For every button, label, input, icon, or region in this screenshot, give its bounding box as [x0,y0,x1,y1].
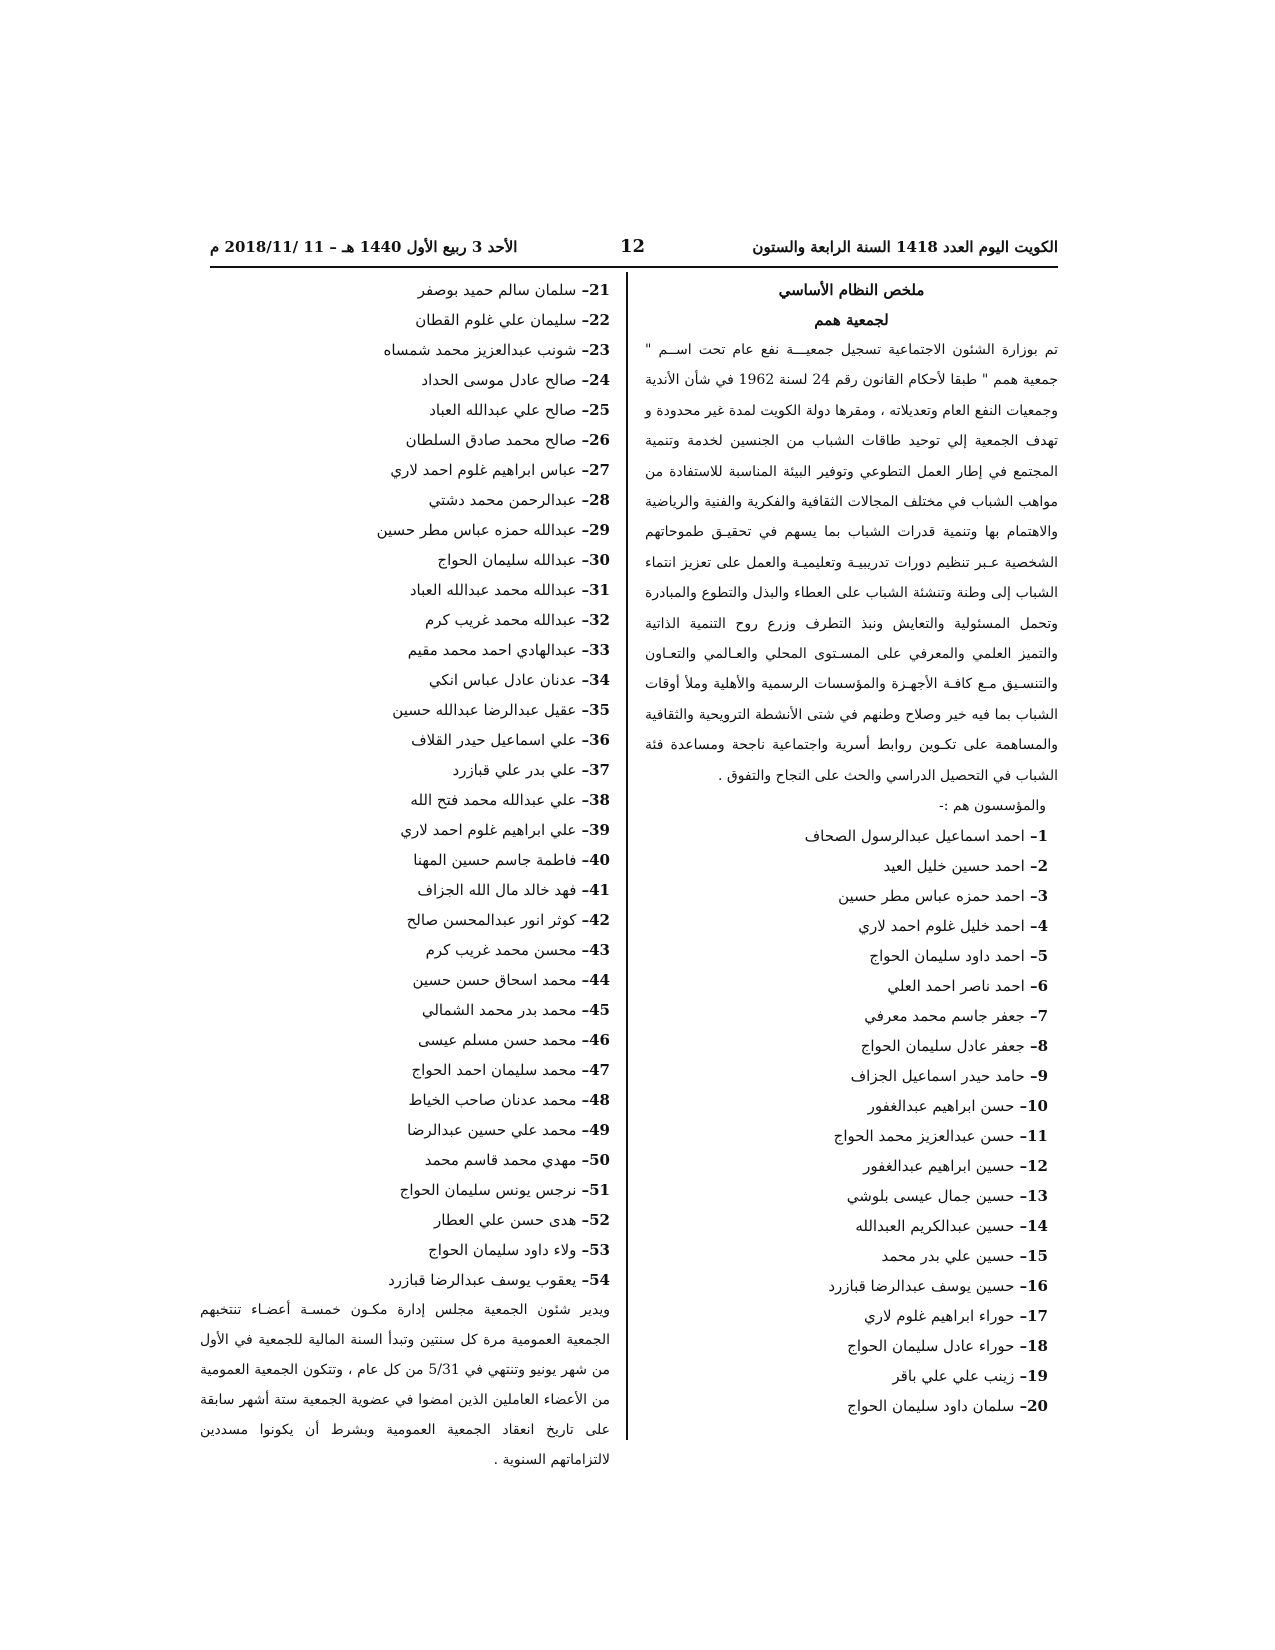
list-item: 19– زينب علي علي باقر [892,1367,1048,1386]
list-item: 3– احمد حمزه عباس مطر حسين [838,887,1048,906]
newspaper-issue-info: الكويت اليوم العدد 1418 السنة الرابعة والستون [752,238,1058,256]
list-item: 11– حسن عبدالعزيز محمد الحواج [833,1127,1048,1146]
list-item: 47– محمد سليمان احمد الحواج [411,1061,610,1079]
list-item: 40– فاطمة جاسم حسين المهنا [413,851,610,869]
list-item: 10– حسن ابراهيم عبدالغفور [867,1097,1048,1116]
list-item: 48– محمد عدنان صاحب الخياط [408,1091,610,1109]
list-item: 15– حسين علي بدر محمد [881,1247,1048,1266]
list-item: 39– علي ابراهيم غلوم احمد لاري [400,821,610,839]
list-item: 28– عبدالرحمن محمد دشتي [428,491,610,509]
list-item: 16– حسين يوسف عبدالرضا قبازرد [828,1277,1048,1296]
list-item: 36– علي اسماعيل حيدر القلاف [411,731,610,749]
list-item: 5– احمد داود سليمان الحواج [869,947,1048,966]
list-item: 21– سلمان سالم حميد بوصفر [417,281,610,299]
summary-paragraph: تم بوزارة الشئون الاجتماعية تسجيل جمعيـــة نفع عام تحت اســم " جمعية همم " طبقا لأحكام القانون رقم 24 لسنة 1962 في شأن الأندية وجمعيات النفع العام وتعديلاته ، ومقرها دولة الكويت لمدة غير محدودة و تهدف الجمعية إلي توحيد طاقات الشباب من الجنسين لخدمة وتنمية المجتمع في إطار العمل التطوعي وتوفير البيئة المناسبة للاستفادة من مواهب الشباب في مختلف المجالات الثقافية والفكرية والفنية والرياضية والاهتمام بها وتنمية قدرات الشباب بما يسهم في تحقيـق طموحاتهم الشخصية عـبر تنظيم دورات تدريبيـة وتعليميـة والعمل على تعزيز انتماء الشباب إلى وطنة وتنشئة الشباب على العطاء والبذل والتطوع والمبادرة وتحمل المسئولية والتعايش ونبذ التطرف وزرع روح التنمية الذاتية والتميز العلمي والمعرفي على المسـتوى المحلي والعـالمي والتعـاون والتنسـيق مـع كافـة الأجهـزة والمؤسسات الرسمية والأهلية وملأ أوقات الشباب بما فيه خير وصلاح وطنهم في شتى الأنشطة الترويحية والثقافية والمساهمة على تكـوين روابط أسرية واجتماعية ناجحة ومساعدة فئة الشباب في التحصيل الدراسي والحث على النجاح والتفوق . [645,342,1058,784]
list-item: 25– صالح علي عبدالله العباد [429,401,610,419]
list-item: 14– حسين عبدالكريم العبدالله [855,1217,1048,1236]
association-name: لجمعية همم [814,311,889,329]
issue-date: الأحد 3 ربيع الأول 1440 هـ – 11 /2018/11 م [210,238,518,256]
list-item: 32– عبدالله محمد غريب كرم [424,611,610,629]
left-column [200,275,610,1475]
list-item: 13– حسين جمال عيسى بلوشي [846,1187,1048,1206]
founders-list-left [200,275,610,1295]
list-item: 17– حوراء ابراهيم غلوم لاري [864,1307,1048,1326]
list-item: 34– عدنان عادل عباس انكي [428,671,610,689]
list-item: 27– عباس ابراهيم غلوم احمد لاري [390,461,610,479]
list-item: 45– محمد بدر محمد الشمالي [421,1001,610,1019]
list-item: 42– كوثر انور عبدالمحسن صالح [406,911,610,929]
page-header [210,238,1058,264]
list-item: 46– محمد حسن مسلم عيسى [418,1031,610,1049]
list-item: 12– حسين ابراهيم عبدالغفور [863,1157,1048,1176]
list-item: 18– حوراء عادل سليمان الحواج [847,1337,1048,1356]
founders-list-right [645,821,1058,1421]
list-item: 8– جعفر عادل سليمان الحواج [860,1037,1048,1056]
list-item: 50– مهدي محمد قاسم محمد [424,1151,610,1169]
list-item: 23– شونب عبدالعزيز محمد شمساه [383,341,610,359]
list-item: 22– سليمان علي غلوم القطان [415,311,610,329]
list-item: 37– علي بدر علي قبازرد [452,761,610,779]
list-item: 54– يعقوب يوسف عبدالرضا قبازرد [388,1271,610,1289]
header-rule [210,266,1058,268]
board-paragraph: ويدير شئون الجمعية مجلس إدارة مكـون خمسـة أعضـاء تنتخبهم الجمعية العمومية مرة كل سنتين وتبدأ السنة المالية للجمعية في الأول من شهر يونيو وتنتهي في 5/31 من كل عام ، وتتكون الجمعية العمومية من الأعضاء العاملين الذين امضوا في عضوية الجمعية ستة أشهر سابقة على تاريخ انعقاد الجمعية العمومية وبشرط أن يكونوا مسددين لالتزاماتهم السنوية . [200,1302,611,1468]
list-item: 33– عبدالهادي احمد محمد مقيم [407,641,610,659]
list-item: 20– سلمان داود سليمان الحواج [847,1397,1048,1416]
list-item: 4– احمد خليل غلوم احمد لاري [858,917,1048,936]
list-item: 41– فهد خالد مال الله الجزاف [417,881,610,899]
column-divider [626,272,628,1440]
list-item: 29– عبدالله حمزه عباس مطر حسين [376,521,610,539]
list-item: 9– حامد حيدر اسماعيل الجزاف [850,1067,1048,1086]
founders-intro: والمؤسسون هم :- [938,798,1046,815]
list-item: 1– احمد اسماعيل عبدالرسول الصحاف [804,827,1048,846]
right-column [645,275,1058,1421]
list-item: 43– محسن محمد غريب كرم [425,941,610,959]
list-item: 35– عقيل عبدالرضا عبدالله حسين [392,701,610,719]
list-item: 51– نرجس يونس سليمان الحواج [399,1181,610,1199]
list-item: 53– ولاء داود سليمان الحواج [428,1241,610,1259]
list-item: 6– احمد ناصر احمد العلي [887,977,1048,996]
list-item: 44– محمد اسحاق حسن حسين [412,971,610,989]
list-item: 38– علي عبدالله محمد فتح الله [410,791,610,809]
list-item: 26– صالح محمد صادق السلطان [405,431,610,449]
list-item: 7– جعفر جاسم محمد معرفي [864,1007,1048,1026]
list-item: 31– عبدالله محمد عبدالله العباد [409,581,610,599]
list-item: 24– صالح عادل موسى الحداد [421,371,610,389]
list-item: 52– هدى حسن علي العطار [433,1211,610,1229]
list-item: 2– احمد حسين خليل العيد [883,857,1048,876]
list-item: 49– محمد علي حسين عبدالرضا [407,1121,610,1139]
section-title: ملخص النظام الأساسي [778,281,925,299]
page-number: 12 [620,236,646,257]
list-item: 30– عبدالله سليمان الحواج [437,551,610,569]
